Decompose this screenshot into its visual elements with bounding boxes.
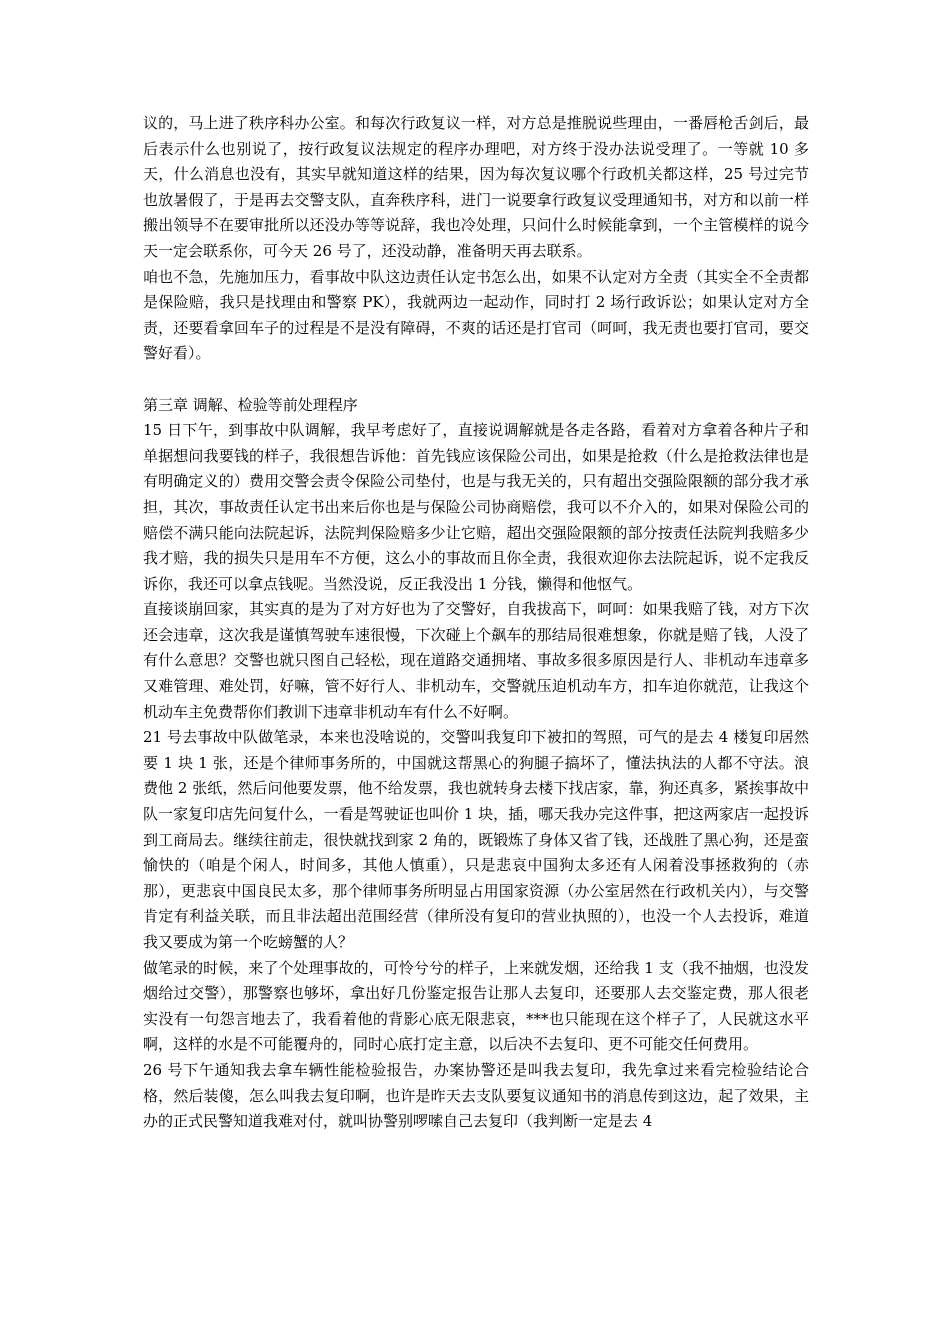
paragraph-6: 做笔录的时候，来了个处理事故的，可怜兮兮的样子，上来就发烟，还给我 1 支（我不抽烟，也没发烟给过交警），那警察也够坏，拿出好几份鉴定报告让那人去复印，还要那人去交鉴定费，那人很老实没有一句怨言地去了，我看着他的背影心底无限悲哀，***也只能现在这个样子了，人民就这水平啊，这样的水是不可能覆舟的，同时心底打定主意，以后决不去复印、更不可能交任何费用。 bbox=[143, 958, 809, 1054]
paragraph-5: 21 号去事故中队做笔录，本来也没啥说的，交警叫我复印下被扣的驾照，可气的是去 4 楼复印居然要 1 块 1 张，还是个律师事务所的，中国就这帮黑心的狗腿子搞坏了，懂法执法的人都不守法。浪费他 2 张纸，然后问他要发票，他不给发票，我也就转身去楼下找店家，靠，狗还真多，紧挨事故中队一家复印店先问复什么，一看是驾驶证也叫价 1 块，插，哪天我办完这件事，把这两家店一起投诉到工商局去。继续往前走，很快就找到家 2 角的，既锻炼了身体又省了钱，还战胜了黑心狗，还是蛮愉快的（咱是个闲人，时间多，其他人慎重），只是悲哀中国狗太多还有人闲着没事拯救狗的（赤那），更悲哀中国良民太多，那个律师事务所明显占用国家资源（办公室居然在行政机关内），与交警肯定有利益关联，而且非法超出范围经营（律所没有复印的营业执照的），也没一个人去投诉，难道我又要成为第一个吃螃蟹的人？ bbox=[143, 728, 809, 951]
paragraph-3: 15 日下午，到事故中队调解，我早考虑好了，直接说调解就是各走各路，看着对方拿着各种片子和单据想问我要钱的样子，我很想告诉他：首先钱应该保险公司出，如果是抢救（什么是抢救法律也是有明确定义的）费用交警会责令保险公司垫付，也是与我无关的，只有超出交强险限额的部分我才承担，其次，事故责任认定书出来后你也是与保险公司协商赔偿，我可以不介入的，如果对保险公司的赔偿不满只能向法院起诉，法院判保险赔多少让它赔，超出交强险限额的部分按责任法院判我赔多少我才赔，我的损失只是用车不方便，这么小的事故而且你全责，我很欢迎你去法院起诉，说不定我反诉你，我还可以拿点钱呢。当然没说，反正我没出 1 分钱，懒得和他怄气。 bbox=[143, 421, 809, 593]
paragraph-1: 议的，马上进了秩序科办公室。和每次行政复议一样，对方总是推脱说些理由，一番唇枪舌剑后，最后表示什么也别说了，按行政复议法规定的程序办理吧，对方终于没办法说受理了。一等就 10 多天，什么消息也没有，其实早就知道这样的结果，因为每次复议哪个行政机关都这样，25 号过完节也放暑假了，于是再去交警支队，直奔秩序科，进门一说要拿行政复议受理通知书，对方和以前一样搬出领导不在要审批所以还没办等等说辞，我也冷处理，只问什么时候能拿到，一个主管模样的说今天一定会联系你，可今天 26 号了，还没动静，准备明天再去联系。 bbox=[143, 114, 809, 260]
paragraph-2: 咱也不急，先施加压力，看事故中队这边责任认定书怎么出，如果不认定对方全责（其实全不全责都是保险赔，我只是找理由和警察 PK），我就两边一起动作，同时打 2 场行政诉讼；如果认定对方全责，还要看拿回车子的过程是不是没有障碍，不爽的话还是打官司（呵呵，我无责也要打官司，要交警好看）。 bbox=[143, 267, 809, 363]
blank-line bbox=[143, 367, 809, 393]
paragraph-7: 26 号下午通知我去拿车辆性能检验报告，办案协警还是叫我去复印，我先拿过来看完检验结论合格，然后装傻，怎么叫我去复印啊，也许是昨天去支队要复议通知书的消息传到这边，起了效果，主办的正式民警知道我难对付，就叫协警别啰嗦自己去复印（我判断一定是去 4 bbox=[143, 1060, 809, 1131]
chapter-title: 第三章 调解、检验等前处理程序 bbox=[143, 395, 358, 414]
paragraph-4: 直接谈崩回家，其实真的是为了对方好也为了交警好，自我拔高下，呵呵：如果我赔了钱，对方下次还会违章，这次我是谨慎驾驶车速很慢，下次碰上个飙车的那结局很难想象，你就是赔了钱，人没了有什么意思？交警也就只图自己轻松，现在道路交通拥堵、事故多很多原因是行人、非机动车违章多又难管理、难处罚，好嘛，管不好行人、非机动车，交警就压迫机动车方，扣车迫你就范，让我这个机动车主免费帮你们教训下违章非机动车有什么不好啊。 bbox=[143, 600, 809, 721]
document-page bbox=[143, 111, 809, 1135]
